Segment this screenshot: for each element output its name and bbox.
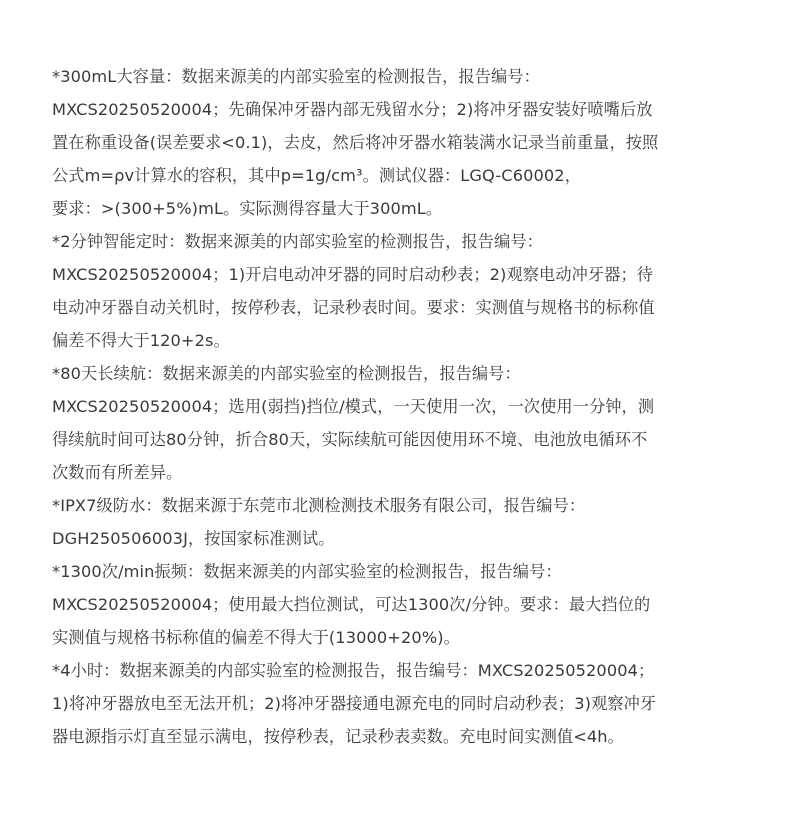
- text-line: MXCS20250520004；1)开启电动冲牙器的同时启动秒表；2)观察电动冲牙器；待: [52, 265, 654, 284]
- note-timer: [52, 225, 742, 357]
- text-line: 偏差不得大于120+2s。: [52, 331, 230, 350]
- text-line: 要求：>(300+5%)mL。实际测得容量大于300mL。: [52, 199, 443, 218]
- text-line: *80天长续航：数据来源美的内部实验室的检测报告，报告编号：: [52, 364, 521, 383]
- text-line: *1300次/min振频：数据来源美的内部实验室的检测报告，报告编号：: [52, 562, 562, 581]
- text-line: 器电源指示灯直至显示满电，按停秒表，记录秒表卖数。充电时间实测值<4h。: [52, 727, 624, 746]
- text-line: *300mL大容量：数据来源美的内部实验室的检测报告，报告编号：: [52, 67, 540, 86]
- note-waterproof: [52, 489, 742, 555]
- text-line: 实测值与规格书标称值的偏差不得大于(13000+20%)。: [52, 628, 460, 647]
- text-line: MXCS20250520004；使用最大挡位测试，可达1300次/分钟。要求：最大挡位的: [52, 595, 651, 614]
- footnotes-document: [52, 60, 742, 753]
- text-line: 次数而有所差异。: [52, 463, 183, 482]
- text-line: 置在称重设备(误差要求<0.1)，去皮，然后将冲牙器水箱装满水记录当前重量，按照: [52, 133, 659, 152]
- text-line: 得续航时间可达80分钟，折合80天，实际续航可能因使用环不境、电池放电循环不: [52, 430, 648, 449]
- text-line: 公式m=ρv计算水的容积，其中p=1g/cm³。测试仪器：LGQ-C60002，: [52, 166, 581, 185]
- text-line: 电动冲牙器自动关机时，按停秒表，记录秒表时间。要求：实测值与规格书的标称值: [52, 298, 655, 317]
- note-battery-life: [52, 357, 742, 489]
- text-line: MXCS20250520004；先确保冲牙器内部无残留水分；2)将冲牙器安装好喷嘴后放: [52, 100, 653, 119]
- text-line: *IPX7级防水：数据来源于东莞市北测检测技术服务有限公司，报告编号：: [52, 496, 586, 515]
- text-line: *4小时：数据来源美的内部实验室的检测报告，报告编号：MXCS20250520004；: [52, 661, 655, 680]
- text-line: MXCS20250520004；选用(弱挡)挡位/模式，一天使用一次，一次使用一分钟，测: [52, 397, 655, 416]
- text-line: 1)将冲牙器放电至无法开机；2)将冲牙器接通电源充电的同时启动秒表；3)观察冲牙: [52, 694, 657, 713]
- text-line: DGH250506003J，按国家标准测试。: [52, 529, 335, 548]
- note-charging: [52, 654, 742, 753]
- text-line: *2分钟智能定时：数据来源美的内部实验室的检测报告，报告编号：: [52, 232, 543, 251]
- note-vibration: [52, 555, 742, 654]
- note-capacity: [52, 60, 742, 225]
